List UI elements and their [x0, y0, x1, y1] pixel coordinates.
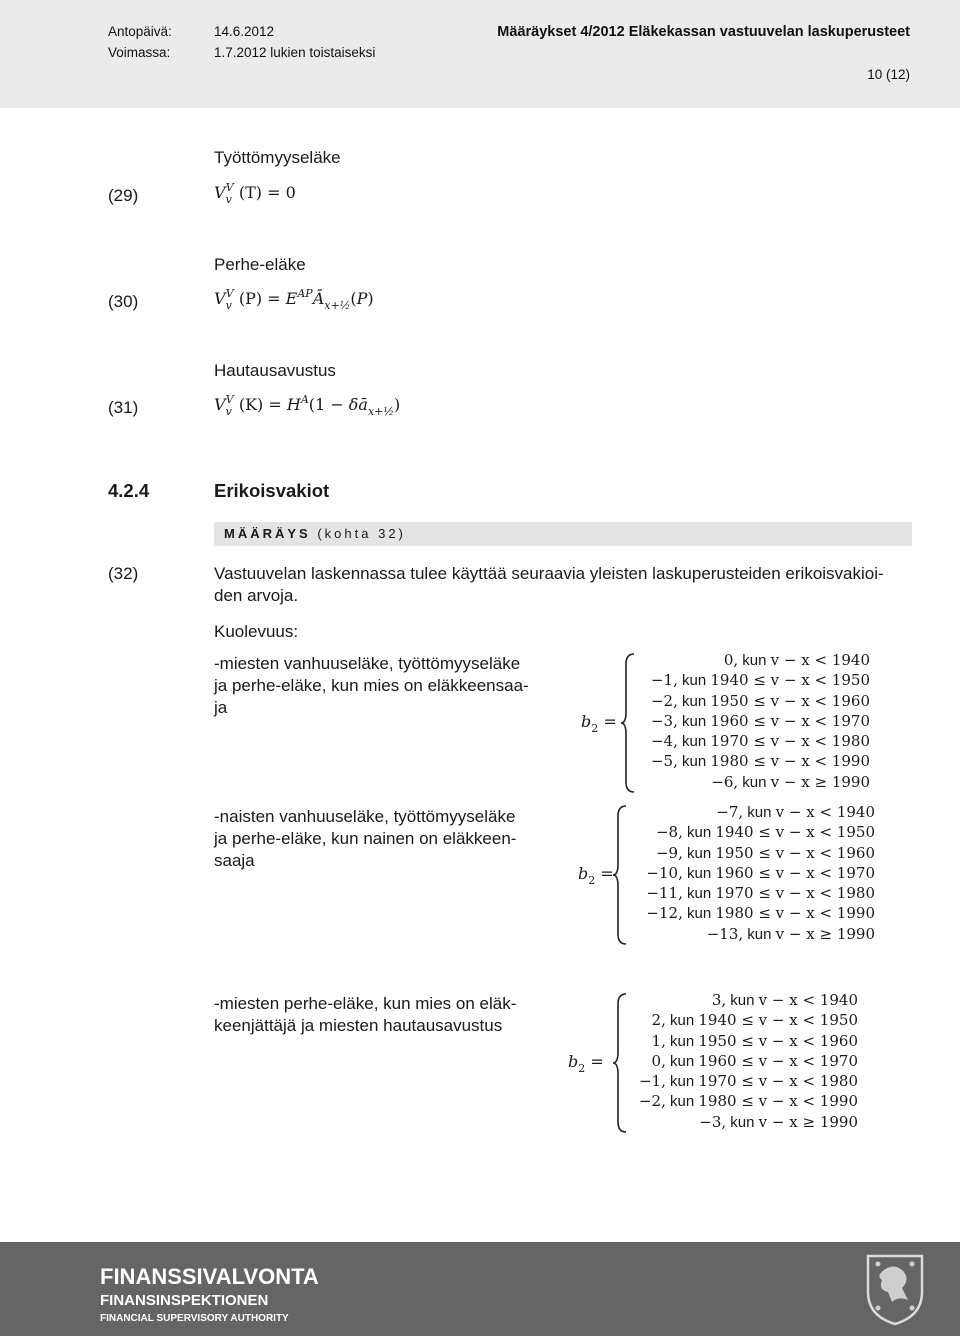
formula-29: $V_v^V$ (T) = 0 [214, 181, 296, 206]
piecewise-cases [600, 802, 875, 944]
piecewise-row [600, 731, 870, 751]
group-desc-line: ja perhe-eläke, kun mies on eläkkeensaa- [214, 676, 529, 695]
piecewise-value: 1, [651, 1031, 666, 1050]
piecewise-condition: v − x < 1940 [758, 991, 858, 1009]
antopaiva-value: 14.6.2012 [214, 24, 275, 39]
piecewise-condition: v − x ≥ 1990 [758, 1112, 858, 1131]
piecewise-condition: 1980 ≤ v − x < 1990 [715, 904, 875, 923]
piecewise-kun: kun [738, 652, 771, 669]
piecewise-row [600, 1051, 858, 1071]
piecewise-row [600, 711, 870, 731]
piecewise-row [600, 1071, 858, 1091]
formula-caption: Perhe-eläke [214, 255, 306, 274]
piecewise-row [600, 1091, 858, 1111]
footer-line2: FINANSINSPEKTIONEN [100, 1292, 269, 1309]
piecewise-kun: kun [743, 925, 776, 943]
piecewise-condition: 1970 ≤ v − x < 1980 [698, 1072, 858, 1091]
piecewise-value: 0, [723, 651, 739, 669]
piecewise-lhs-symbol: b [581, 712, 592, 731]
piecewise-row [600, 883, 875, 903]
piecewise-lhs-symbol: b [568, 1052, 579, 1071]
piecewise-row [600, 670, 870, 690]
piecewise-condition: 1940 ≤ v − x < 1950 [698, 1011, 858, 1030]
piecewise-value: −8, [655, 823, 683, 842]
piecewise-condition: 1940 ≤ v − x < 1950 [715, 823, 875, 842]
piecewise-kun: kun [677, 733, 711, 751]
paragraph-number: (32) [108, 564, 139, 583]
piecewise-row [600, 843, 875, 863]
piecewise-cases [600, 990, 858, 1132]
piecewise-value: 0, [651, 1051, 666, 1070]
piecewise-value: −2, [638, 1092, 666, 1111]
voimassa-label: Voimassa: [108, 45, 171, 60]
antopaiva-label: Antopäivä: [108, 24, 172, 39]
group-desc-line: -miesten vanhuuseläke, työttömyyseläke [214, 654, 521, 673]
formula-30: $V_v^V$ $(P) = E^{AP}Ā_{x+\frac{1}{2}}(P)$ [214, 287, 374, 312]
piecewise-condition: 1960 ≤ v − x < 1970 [710, 711, 870, 730]
piecewise-value: −3, [650, 711, 678, 730]
piecewise-value: −5, [650, 752, 678, 771]
piecewise-kun: kun [682, 885, 716, 903]
piecewise-condition: 1940 ≤ v − x < 1950 [710, 671, 870, 690]
regulation-box-rest: (kohta 32) [310, 526, 406, 541]
formula-number: (31) [108, 398, 139, 417]
piecewise-kun: kun [682, 844, 716, 862]
piecewise-kun: kun [682, 824, 716, 842]
piecewise-condition: 1950 ≤ v − x < 1960 [715, 843, 875, 862]
piecewise-lhs: $b_2$ = [568, 1052, 604, 1075]
footer-line1: FINANSSIVALVONTA [100, 1264, 319, 1289]
group-desc-line: ja [214, 698, 228, 717]
piecewise-kun: kun [682, 864, 716, 882]
piecewise-kun: kun [682, 905, 716, 923]
piecewise-row [600, 772, 870, 792]
piecewise-kun: kun [726, 1113, 759, 1131]
page-header [0, 0, 960, 108]
piecewise-kun: kun [677, 692, 711, 710]
piecewise-value: 2, [651, 1011, 666, 1030]
section-title: Erikoisvakiot [214, 480, 330, 501]
group-desc-line: ja perhe-eläke, kun nainen on eläkkeen- [214, 829, 517, 848]
piecewise-value: −6, [711, 772, 739, 791]
piecewise-lhs: $b_2$ = [578, 864, 614, 887]
piecewise-condition: v − x < 1940 [775, 803, 875, 821]
piecewise-condition: v − x < 1940 [770, 651, 870, 669]
piecewise-kun: kun [665, 1052, 699, 1070]
piecewise-row [600, 863, 875, 883]
group-desc-line: -naisten vanhuuseläke, työttömyyseläke [214, 807, 516, 826]
piecewise-row [600, 802, 875, 822]
piecewise-row [600, 924, 875, 944]
formula-29-rhs: (T) = 0 [238, 183, 296, 202]
piecewise-condition: 1980 ≤ v − x < 1990 [698, 1092, 858, 1111]
piecewise-lhs: $b_2$ = [581, 712, 617, 735]
piecewise-row [600, 691, 870, 711]
formula-31: $V_v^V$ $(K) = H^A(1$ − $\delta ā_{x+\frac{1}{2}}$) [214, 393, 401, 418]
piecewise-cases [600, 650, 870, 792]
piecewise-condition: v − x ≥ 1990 [770, 772, 870, 791]
piecewise-row [600, 1112, 858, 1132]
kuolevuus-label: Kuolevuus: [214, 622, 299, 641]
page-number: 10 (12) [867, 67, 910, 82]
piecewise-value: −9, [655, 843, 683, 862]
piecewise-value: −12, [646, 904, 683, 923]
piecewise-value: 3, [711, 991, 727, 1009]
piecewise-row [600, 1031, 858, 1051]
formula-number: (29) [108, 186, 139, 205]
piecewise-row [600, 903, 875, 923]
regulation-box-bold: MÄÄRÄYS [224, 526, 311, 541]
piecewise-row [600, 1010, 858, 1030]
piecewise-value: −4, [650, 732, 678, 751]
piecewise-condition: 1960 ≤ v − x < 1970 [715, 863, 875, 882]
page-footer [0, 1242, 960, 1336]
paragraph-line: Vastuuvelan laskennassa tulee käyttää seuraavia yleisten laskuperusteiden erikoisvakioi- [214, 564, 884, 583]
piecewise-kun: kun [743, 804, 776, 821]
formula-30-lhs: (P) = [238, 289, 281, 308]
group-desc-line: keenjättäjä ja miesten hautausavustus [214, 1016, 503, 1035]
group-desc-line: -miesten perhe-eläke, kun mies on eläk- [214, 994, 517, 1013]
piecewise-condition: 1970 ≤ v − x < 1980 [710, 732, 870, 751]
formula-31-lhs: (K) = [238, 395, 282, 414]
piecewise-kun: kun [665, 1032, 699, 1050]
piecewise-condition: v − x ≥ 1990 [775, 924, 875, 943]
piecewise-value: −2, [650, 691, 678, 710]
piecewise-condition: 1980 ≤ v − x < 1990 [710, 752, 870, 771]
piecewise-value: −7, [716, 803, 744, 821]
piecewise-value: −1, [638, 1072, 666, 1091]
piecewise-value: −10, [646, 863, 683, 882]
paragraph-line: den arvoja. [214, 586, 299, 605]
piecewise-condition: 1970 ≤ v − x < 1980 [715, 884, 875, 903]
piecewise-condition: 1950 ≤ v − x < 1960 [698, 1031, 858, 1050]
section-number: 4.2.4 [108, 480, 150, 501]
piecewise-row [600, 990, 858, 1010]
piecewise-condition: 1960 ≤ v − x < 1970 [698, 1051, 858, 1070]
piecewise-value: −11, [646, 884, 683, 903]
piecewise-kun: kun [677, 712, 711, 730]
piecewise-row [600, 650, 870, 670]
footer-line3: FINANCIAL SUPERVISORY AUTHORITY [100, 1313, 289, 1324]
piecewise-kun: kun [677, 672, 711, 690]
piecewise-kun: kun [738, 773, 771, 791]
piecewise-value: −3, [699, 1112, 727, 1131]
group-desc-line: saaja [214, 851, 255, 870]
lion-emblem-icon [864, 1252, 926, 1328]
piecewise-lhs-symbol: b [578, 864, 589, 883]
piecewise-row [600, 822, 875, 842]
piecewise-row [600, 751, 870, 771]
doc-title: Määräykset 4/2012 Eläkekassan vastuuvelan laskuperusteet [497, 24, 910, 40]
piecewise-kun: kun [677, 753, 711, 771]
piecewise-kun: kun [665, 1073, 699, 1091]
formula-caption: Hautausavustus [214, 361, 336, 380]
piecewise-kun: kun [726, 992, 759, 1009]
piecewise-value: −1, [650, 671, 678, 690]
voimassa-value: 1.7.2012 lukien toistaiseksi [214, 45, 376, 60]
piecewise-value: −13, [706, 924, 744, 943]
piecewise-condition: 1950 ≤ v − x < 1960 [710, 691, 870, 710]
formula-caption: Työttömyyseläke [214, 148, 341, 167]
formula-number: (30) [108, 292, 139, 311]
piecewise-kun: kun [665, 1093, 699, 1111]
piecewise-kun: kun [665, 1012, 699, 1030]
regulation-box [214, 522, 912, 546]
